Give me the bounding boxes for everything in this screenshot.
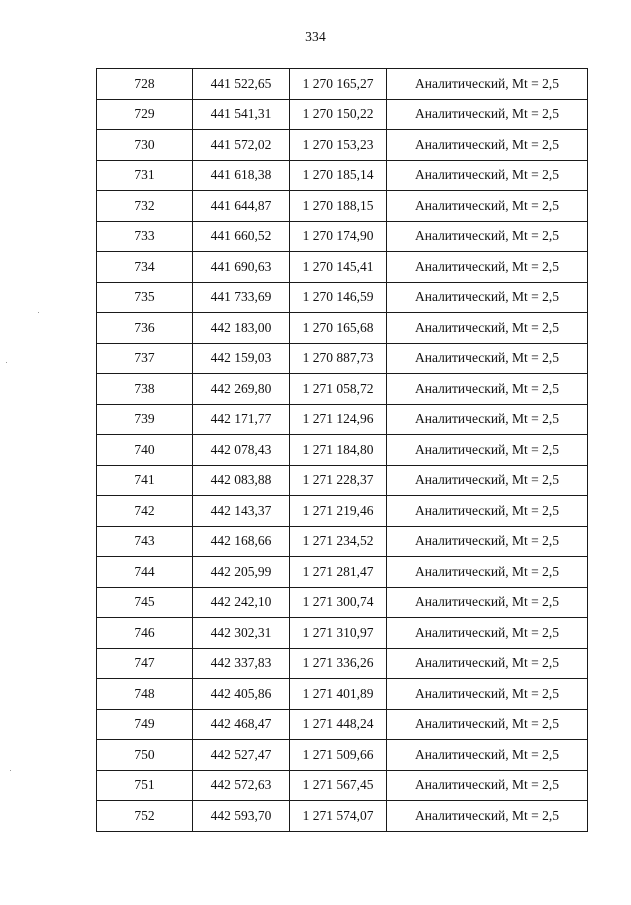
coordinates-table-body <box>97 69 588 832</box>
point-number-cell: 742 <box>97 496 193 527</box>
page-number: 334 <box>305 29 326 44</box>
point-number-cell: 752 <box>97 801 193 832</box>
point-number-cell: 747 <box>97 648 193 679</box>
table-row <box>97 99 588 130</box>
point-number-cell: 748 <box>97 679 193 710</box>
x-coordinate-cell: 441 660,52 <box>193 221 290 252</box>
point-number-cell: 751 <box>97 770 193 801</box>
table-row <box>97 435 588 466</box>
table-row <box>97 709 588 740</box>
point-number-cell: 733 <box>97 221 193 252</box>
method-cell: Аналитический, Mt = 2,5 <box>387 343 588 374</box>
y-coordinate-cell: 1 270 165,68 <box>290 313 387 344</box>
method-cell: Аналитический, Mt = 2,5 <box>387 496 588 527</box>
y-coordinate-cell: 1 271 310,97 <box>290 618 387 649</box>
point-number-cell: 741 <box>97 465 193 496</box>
x-coordinate-cell: 441 690,63 <box>193 252 290 283</box>
table-row <box>97 191 588 222</box>
method-cell: Аналитический, Mt = 2,5 <box>387 130 588 161</box>
y-coordinate-cell: 1 271 124,96 <box>290 404 387 435</box>
x-coordinate-cell: 442 468,47 <box>193 709 290 740</box>
method-cell: Аналитический, Mt = 2,5 <box>387 648 588 679</box>
table-row <box>97 374 588 405</box>
table-row <box>97 465 588 496</box>
y-coordinate-cell: 1 271 058,72 <box>290 374 387 405</box>
table-row <box>97 252 588 283</box>
method-cell: Аналитический, Mt = 2,5 <box>387 160 588 191</box>
point-number-cell: 734 <box>97 252 193 283</box>
y-coordinate-cell: 1 271 300,74 <box>290 587 387 618</box>
y-coordinate-cell: 1 271 574,07 <box>290 801 387 832</box>
point-number-cell: 743 <box>97 526 193 557</box>
x-coordinate-cell: 442 205,99 <box>193 557 290 588</box>
y-coordinate-cell: 1 271 234,52 <box>290 526 387 557</box>
point-number-cell: 746 <box>97 618 193 649</box>
method-cell: Аналитический, Mt = 2,5 <box>387 374 588 405</box>
table-row <box>97 587 588 618</box>
x-coordinate-cell: 442 083,88 <box>193 465 290 496</box>
point-number-cell: 731 <box>97 160 193 191</box>
method-cell: Аналитический, Mt = 2,5 <box>387 679 588 710</box>
point-number-cell: 744 <box>97 557 193 588</box>
method-cell: Аналитический, Mt = 2,5 <box>387 465 588 496</box>
point-number-cell: 736 <box>97 313 193 344</box>
y-coordinate-cell: 1 270 146,59 <box>290 282 387 313</box>
x-coordinate-cell: 442 269,80 <box>193 374 290 405</box>
x-coordinate-cell: 442 405,86 <box>193 679 290 710</box>
y-coordinate-cell: 1 271 184,80 <box>290 435 387 466</box>
x-coordinate-cell: 442 572,63 <box>193 770 290 801</box>
table-row <box>97 313 588 344</box>
table-row <box>97 740 588 771</box>
method-cell: Аналитический, Mt = 2,5 <box>387 252 588 283</box>
method-cell: Аналитический, Mt = 2,5 <box>387 404 588 435</box>
method-cell: Аналитический, Mt = 2,5 <box>387 526 588 557</box>
point-number-cell: 738 <box>97 374 193 405</box>
y-coordinate-cell: 1 270 145,41 <box>290 252 387 283</box>
scan-speck <box>6 362 7 363</box>
method-cell: Аналитический, Mt = 2,5 <box>387 557 588 588</box>
x-coordinate-cell: 441 733,69 <box>193 282 290 313</box>
method-cell: Аналитический, Mt = 2,5 <box>387 587 588 618</box>
table-row <box>97 526 588 557</box>
y-coordinate-cell: 1 271 228,37 <box>290 465 387 496</box>
x-coordinate-cell: 442 143,37 <box>193 496 290 527</box>
y-coordinate-cell: 1 270 188,15 <box>290 191 387 222</box>
y-coordinate-cell: 1 271 219,46 <box>290 496 387 527</box>
y-coordinate-cell: 1 271 567,45 <box>290 770 387 801</box>
point-number-cell: 740 <box>97 435 193 466</box>
point-number-cell: 739 <box>97 404 193 435</box>
y-coordinate-cell: 1 271 448,24 <box>290 709 387 740</box>
x-coordinate-cell: 441 522,65 <box>193 69 290 100</box>
point-number-cell: 750 <box>97 740 193 771</box>
method-cell: Аналитический, Mt = 2,5 <box>387 740 588 771</box>
table-row <box>97 343 588 374</box>
method-cell: Аналитический, Mt = 2,5 <box>387 770 588 801</box>
y-coordinate-cell: 1 270 153,23 <box>290 130 387 161</box>
x-coordinate-cell: 441 644,87 <box>193 191 290 222</box>
x-coordinate-cell: 442 302,31 <box>193 618 290 649</box>
x-coordinate-cell: 441 541,31 <box>193 99 290 130</box>
table-row <box>97 648 588 679</box>
y-coordinate-cell: 1 270 185,14 <box>290 160 387 191</box>
table-row <box>97 160 588 191</box>
method-cell: Аналитический, Mt = 2,5 <box>387 69 588 100</box>
table-row <box>97 679 588 710</box>
table-row <box>97 404 588 435</box>
scan-speck <box>10 770 11 771</box>
x-coordinate-cell: 442 078,43 <box>193 435 290 466</box>
x-coordinate-cell: 441 618,38 <box>193 160 290 191</box>
y-coordinate-cell: 1 270 165,27 <box>290 69 387 100</box>
method-cell: Аналитический, Mt = 2,5 <box>387 801 588 832</box>
method-cell: Аналитический, Mt = 2,5 <box>387 313 588 344</box>
method-cell: Аналитический, Mt = 2,5 <box>387 435 588 466</box>
point-number-cell: 745 <box>97 587 193 618</box>
point-number-cell: 735 <box>97 282 193 313</box>
table-row <box>97 130 588 161</box>
table-row <box>97 557 588 588</box>
y-coordinate-cell: 1 270 174,90 <box>290 221 387 252</box>
method-cell: Аналитический, Mt = 2,5 <box>387 221 588 252</box>
table-row <box>97 496 588 527</box>
scan-speck <box>38 312 39 313</box>
x-coordinate-cell: 441 572,02 <box>193 130 290 161</box>
y-coordinate-cell: 1 270 150,22 <box>290 99 387 130</box>
point-number-cell: 749 <box>97 709 193 740</box>
point-number-cell: 730 <box>97 130 193 161</box>
method-cell: Аналитический, Mt = 2,5 <box>387 709 588 740</box>
table-row <box>97 770 588 801</box>
table-row <box>97 801 588 832</box>
coordinates-table <box>96 68 588 832</box>
point-number-cell: 732 <box>97 191 193 222</box>
method-cell: Аналитический, Mt = 2,5 <box>387 618 588 649</box>
table-row <box>97 618 588 649</box>
y-coordinate-cell: 1 271 401,89 <box>290 679 387 710</box>
x-coordinate-cell: 442 171,77 <box>193 404 290 435</box>
y-coordinate-cell: 1 271 336,26 <box>290 648 387 679</box>
x-coordinate-cell: 442 337,83 <box>193 648 290 679</box>
x-coordinate-cell: 442 159,03 <box>193 343 290 374</box>
point-number-cell: 737 <box>97 343 193 374</box>
y-coordinate-cell: 1 271 509,66 <box>290 740 387 771</box>
point-number-cell: 728 <box>97 69 193 100</box>
x-coordinate-cell: 442 593,70 <box>193 801 290 832</box>
table-row <box>97 282 588 313</box>
x-coordinate-cell: 442 183,00 <box>193 313 290 344</box>
y-coordinate-cell: 1 270 887,73 <box>290 343 387 374</box>
x-coordinate-cell: 442 527,47 <box>193 740 290 771</box>
method-cell: Аналитический, Mt = 2,5 <box>387 282 588 313</box>
x-coordinate-cell: 442 242,10 <box>193 587 290 618</box>
table-row <box>97 221 588 252</box>
point-number-cell: 729 <box>97 99 193 130</box>
table-row <box>97 69 588 100</box>
y-coordinate-cell: 1 271 281,47 <box>290 557 387 588</box>
method-cell: Аналитический, Mt = 2,5 <box>387 191 588 222</box>
x-coordinate-cell: 442 168,66 <box>193 526 290 557</box>
method-cell: Аналитический, Mt = 2,5 <box>387 99 588 130</box>
